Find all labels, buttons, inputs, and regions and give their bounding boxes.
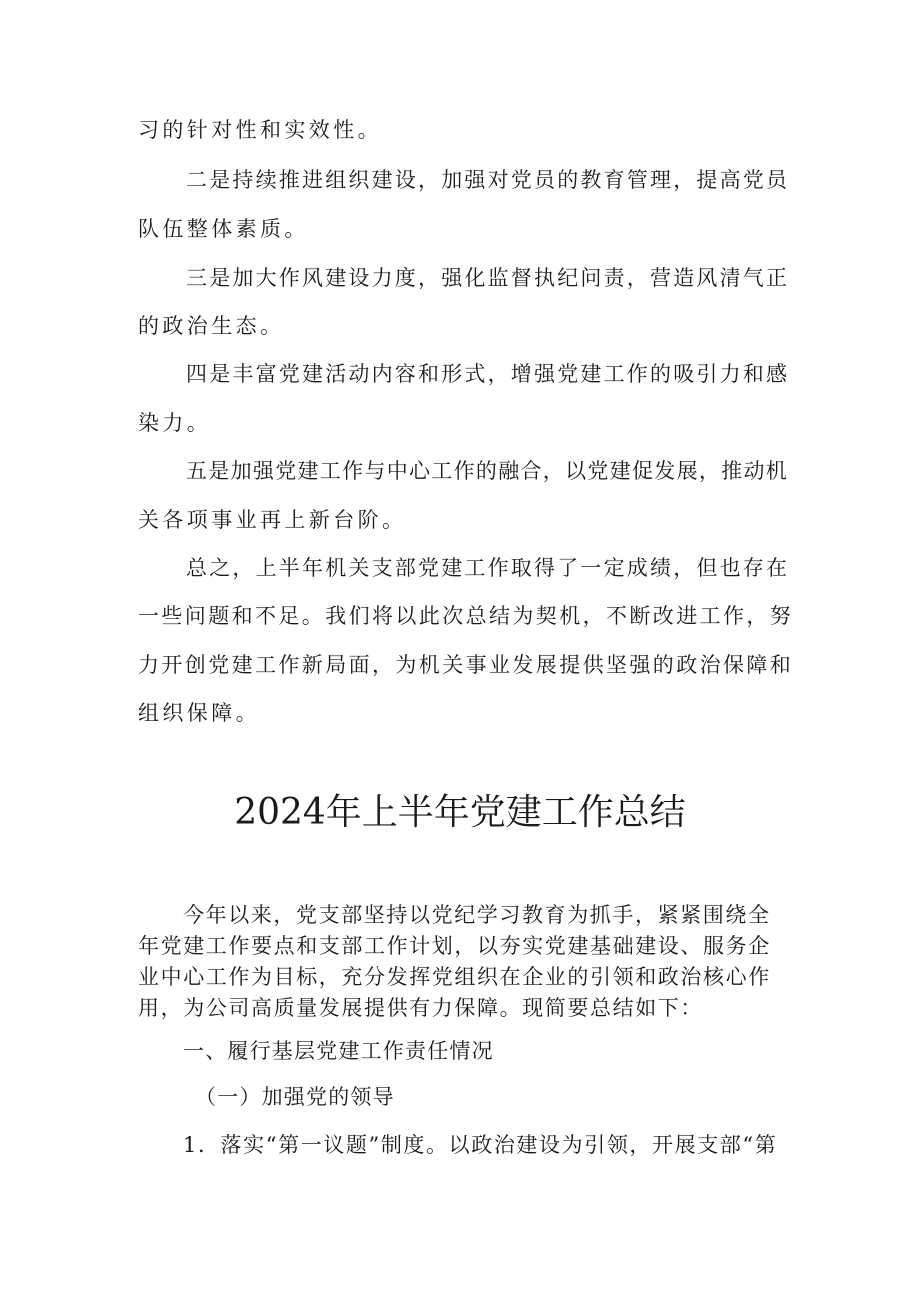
paragraph-line: 力开创党建工作新局面，为机关事业发展提供坚强的政治保障和 [138, 653, 794, 677]
paragraph-line: 业中心工作为目标，充分发挥党组织在企业的引领和政治核心作 [138, 965, 771, 989]
subsection-heading: （一）加强党的领导 [195, 1085, 395, 1109]
paragraph-line: 1．落实“第一议题”制度。以政治建设为引领，开展支部“第 [183, 1133, 778, 1157]
paragraph-line: 队伍整体素质。 [138, 217, 309, 241]
paragraph-line: 染力。 [138, 411, 212, 435]
paragraph-line: 组织保障。 [138, 701, 260, 725]
paragraph-line: 二是持续推进组织建设，加强对党员的教育管理，提高党员 [186, 168, 790, 192]
section-heading: 一、履行基层党建工作责任情况 [183, 1039, 494, 1063]
paragraph-line: 的政治生态。 [138, 314, 285, 338]
paragraph-line: 关各项事业再上新台阶。 [138, 508, 407, 532]
document-title: 2024年上半年党建工作总结 [234, 792, 686, 833]
paragraph-line: 年党建工作要点和支部工作计划，以夯实党建基础建设、服务企 [138, 934, 771, 958]
paragraph-line: 一些问题和不足。我们将以此次总结为契机，不断改进工作，努 [138, 604, 794, 628]
paragraph-line: 五是加强党建工作与中心工作的融合，以党建促发展，推动机 [186, 459, 789, 483]
paragraph-line: 三是加大作风建设力度，强化监督执纪问责，营造风清气正 [186, 266, 790, 290]
paragraph-line: 今年以来，党支部坚持以党纪学习教育为抓手，紧紧围绕全 [183, 903, 771, 927]
paragraph-line: 四是丰富党建活动内容和形式，增强党建工作的吸引力和感 [186, 362, 790, 386]
paragraph-line: 习的针对性和实效性。 [138, 118, 382, 142]
paragraph-line: 总之，上半年机关支部党建工作取得了一定成绩，但也存在 [186, 556, 790, 580]
paragraph-line: 用，为公司高质量发展提供有力保障。现简要总结如下： [138, 996, 703, 1020]
